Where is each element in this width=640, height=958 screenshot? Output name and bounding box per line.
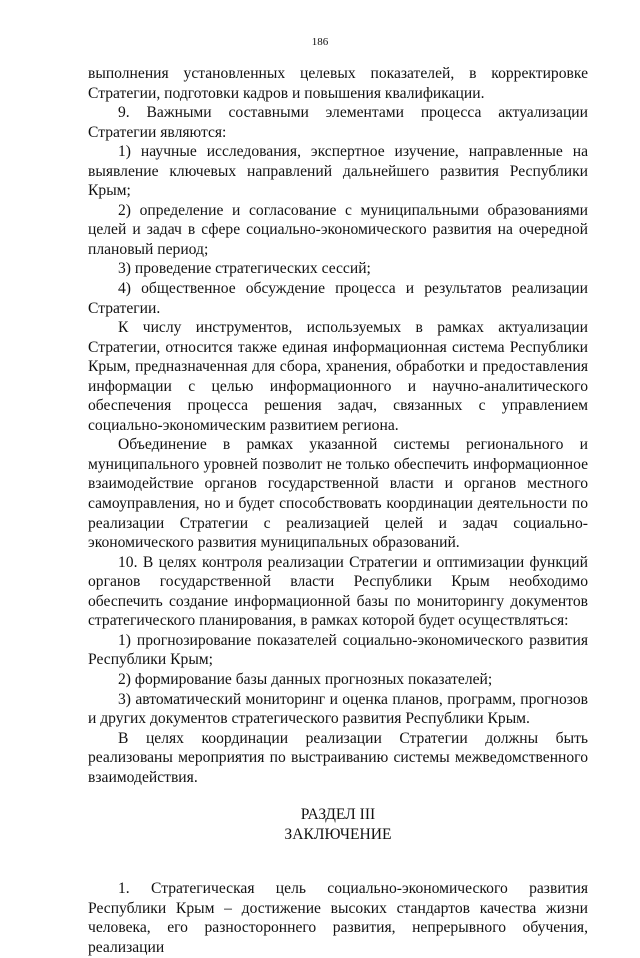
paragraph: В целях координации реализации Стратегии должны быть реализованы мероприятия по выстраиванию системы межведомственного взаимодействия. <box>88 729 588 786</box>
section-heading: РАЗДЕЛ III <box>300 806 376 824</box>
paragraph: 3) проведение стратегических сессий; <box>118 260 371 278</box>
paragraph: 4) общественное обсуждение процесса и результатов реализации Стратегии. <box>88 280 588 317</box>
paragraph: 1) прогнозирование показателей социально-экономического развития Республики Крым; <box>88 631 588 669</box>
paragraph: 2) определение и согласование с муниципальными образованиями целей и задач в сфере социально-экономического развития на очередной плановый период; <box>88 201 588 258</box>
paragraph-group-top <box>88 64 588 787</box>
document-body <box>88 64 588 958</box>
paragraph: 1. Стратегическая цель социально-экономического развития Республики Крым – достижение высоких стандартов качества жизни человека, его разностороннего развития, непрерывного обучения, реализации <box>88 880 588 956</box>
paragraph-group-bottom <box>88 879 588 957</box>
paragraph: К числу инструментов, используемых в рамках актуализации Стратегии, относится также единая информационная система Республики Крым, предназначенная для сбора, хранения, обработки и предоставления информации с целью информационного и научно-аналитического обеспечения процесса решения задач, связанных с управлением социально-экономическим развитием региона. <box>88 319 588 434</box>
paragraph: 9. Важными составными элементами процесса актуализации Стратегии являются: <box>88 104 588 141</box>
paragraph: 3) автоматический мониторинг и оценка планов, программ, прогнозов и других документов стратегического развития Республики Крым. <box>88 690 588 728</box>
paragraph: 2) формирование базы данных прогнозных показателей; <box>118 670 493 688</box>
paragraph: выполнения установленных целевых показателей, в корректировке Стратегии, подготовки кадров и повышения квалификации. <box>88 65 588 102</box>
paragraph: Объединение в рамках указанной системы регионального и муниципального уровней позволит не только обеспечить информационное взаимодействие органов государственной власти и органов местного самоуправления, но и будет способствовать координации деятельности по реализации Стратегии с реализацией целей и задач социально-экономического развития муниципальных образований. <box>88 436 588 552</box>
page-number: 186 <box>311 36 329 48</box>
section-title: ЗАКЛЮЧЕНИЕ <box>284 825 392 843</box>
paragraph: 1) научные исследования, экспертное изучение, направленные на выявление ключевых направлений дальнейшего развития Республики Крым; <box>88 143 588 200</box>
paragraph: 10. В целях контроля реализации Стратегии и оптимизации функций органов государственной власти Республики Крым необходимо обеспечить создание информационной базы по мониторингу документов стратегического планирования, в рамках которой будет осуществляться: <box>88 553 588 630</box>
